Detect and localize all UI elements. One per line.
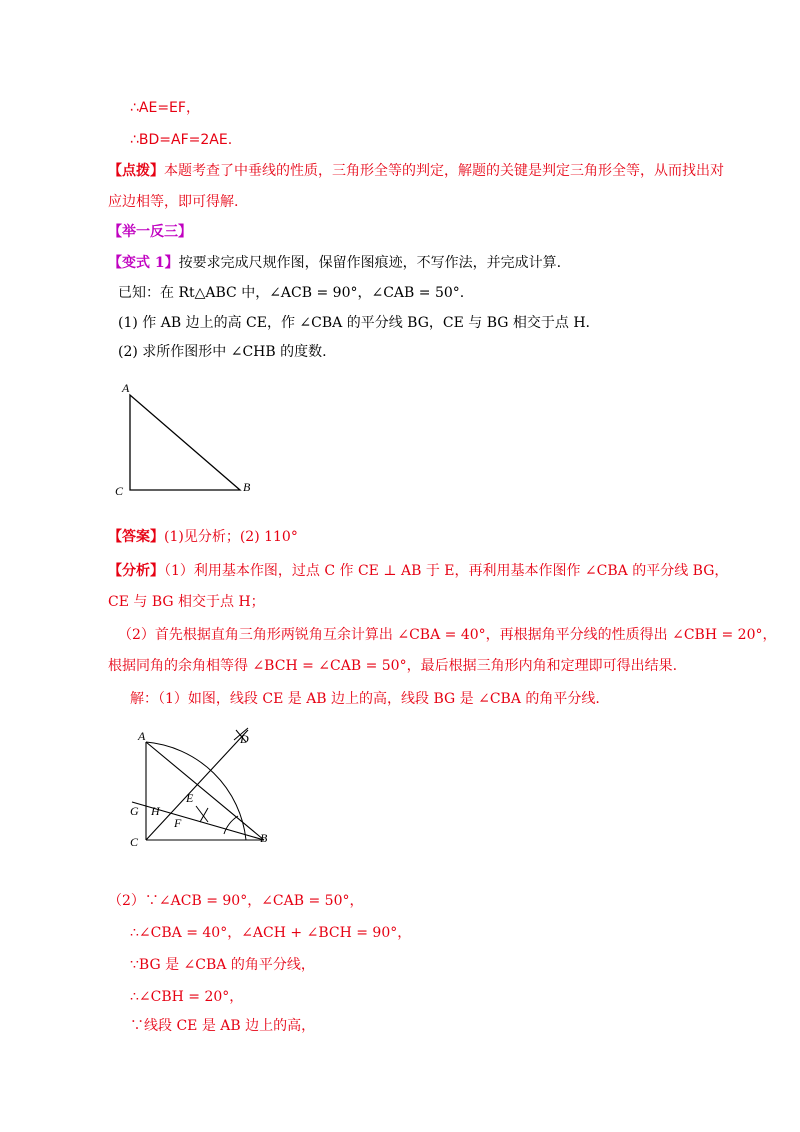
- label-a: A: [138, 729, 146, 743]
- line-ae-ef: ∴AE=EF，: [130, 100, 200, 116]
- step2-line-1: （2）∵∠ACB = 90°，∠CAB = 50°，: [108, 893, 364, 909]
- label-a: A: [122, 381, 130, 395]
- step2-line-5: ∵线段 CE 是 AB 边上的高，: [130, 1018, 316, 1034]
- figure-triangle: [110, 375, 290, 505]
- section-title: 【举一反三】: [108, 224, 192, 240]
- question-1: (1) 作 AB 边上的高 CE，作 ∠CBA 的平分线 BG，CE 与 BG 相交于点 H.: [118, 315, 591, 331]
- label-f: F: [174, 816, 182, 830]
- analysis-line-2: CE 与 BG 相交于点 H；: [108, 594, 265, 610]
- analysis-line: [108, 561, 728, 581]
- analysis-tag: 【分析】: [108, 563, 164, 579]
- step2-line-3: ∵BG 是 ∠CBA 的角平分线，: [130, 957, 315, 973]
- figure-construction: [124, 722, 294, 862]
- hint-tag: 【点拨】: [108, 163, 164, 179]
- answer-line: [108, 527, 298, 547]
- hint-text: 本题考查了中垂线的性质，三角形全等的判定，解题的关键是判定三角形全等，从而找出对: [164, 163, 724, 179]
- label-e: E: [186, 791, 194, 805]
- variant-tag: 【变式 1】: [108, 255, 179, 271]
- step2-line-4: ∴∠CBH = 20°，: [130, 989, 244, 1005]
- analysis-line-4: 根据同角的余角相等得 ∠BCH = ∠CAB = 50°，最后根据三角形内角和定理即可得出结果.: [108, 658, 678, 674]
- question-2: (2) 求所作图形中 ∠CHB 的度数.: [118, 344, 327, 360]
- step2-line-2: ∴∠CBA = 40°，∠ACH + ∠BCH = 90°，: [130, 925, 412, 941]
- label-c: C: [115, 484, 124, 498]
- variant-text: 按要求完成尺规作图，保留作图痕迹，不写作法，并完成计算.: [178, 255, 562, 271]
- analysis-line-3: （2）首先根据直角三角形两锐角互余计算出 ∠CBA = 40°，再根据角平分线的性质得出 ∠CBH = 20°，: [118, 627, 777, 643]
- hint-line: [108, 161, 724, 181]
- hint-line-2: 应边相等，即可得解.: [108, 194, 239, 210]
- label-g: G: [130, 804, 139, 818]
- perpendicular-cd: [146, 730, 248, 840]
- label-b: B: [260, 831, 268, 845]
- label-b: B: [243, 480, 251, 494]
- given-line: 已知：在 Rt△ABC 中，∠ACB = 90°，∠CAB = 50°.: [118, 285, 465, 301]
- line-bd-af: ∴BD=AF=2AE.: [130, 132, 233, 148]
- variant-line: [108, 253, 561, 273]
- arc-small: [224, 816, 238, 834]
- answer-text: (1)见分析；(2) 110°: [164, 529, 298, 545]
- label-d: D: [240, 732, 249, 746]
- answer-tag: 【答案】: [108, 529, 164, 545]
- solution-line: 解：（1）如图，线段 CE 是 AB 边上的高，线段 BG 是 ∠CBA 的角平分线.: [130, 691, 600, 707]
- label-h: H: [151, 804, 160, 818]
- triangle-abc: [130, 395, 240, 490]
- arc-construction: [146, 742, 246, 840]
- cross-mark-f: [196, 806, 208, 822]
- label-c: C: [130, 835, 139, 849]
- analysis-text: （1）利用基本作图，过点 C 作 CE ⊥ AB 于 E，再利用基本作图作 ∠CBA 的平分线 BG，: [164, 563, 729, 579]
- segment-ab: [146, 742, 264, 840]
